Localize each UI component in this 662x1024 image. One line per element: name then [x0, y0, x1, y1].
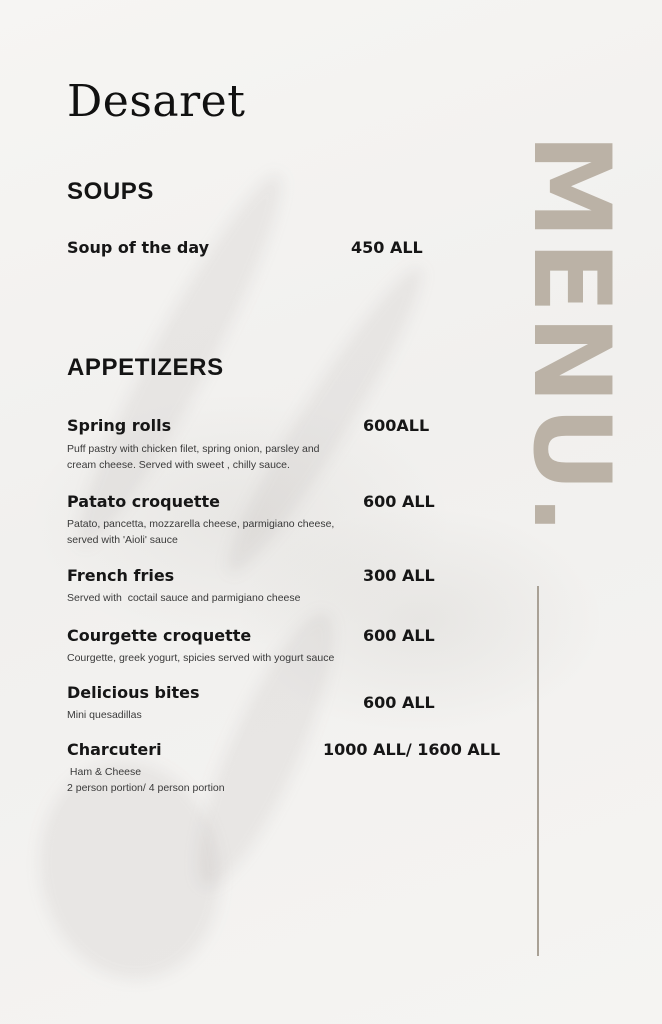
menu-item-price: 450 ALL [351, 238, 423, 257]
menu-item-price: 600 ALL [363, 693, 435, 712]
vertical-divider [537, 586, 539, 956]
menu-item-name: Delicious bites [67, 683, 200, 702]
section-title-appetizers: APPETIZERS [67, 354, 224, 381]
menu-item-description: Puff pastry with chicken filet, spring onion, parsley and cream cheese. Served with sweet , chilly sauce. [67, 443, 320, 471]
menu-item-price: 1000 ALL/ 1600 ALL [323, 740, 501, 759]
menu-item-name: Spring rolls [67, 416, 172, 435]
menu-item-description: Mini quesadillas [67, 709, 142, 721]
brand-title: Desaret [67, 76, 246, 127]
menu-item-name: Soup of the day [67, 238, 210, 257]
menu-item-name: Courgette croquette [67, 626, 252, 645]
section-title-soups: SOUPS [67, 178, 155, 205]
menu-item-price: 600 ALL [363, 626, 435, 645]
menu-item-description: Courgette, greek yogurt, spicies served with yogurt sauce [67, 652, 335, 664]
menu-item-description: Patato, pancetta, mozzarella cheese, parmigiano cheese, served with 'Aioli' sauce [67, 518, 335, 546]
menu-item-name: Charcuteri [67, 740, 162, 759]
menu-item-description: Served with coctail sauce and parmigiano cheese [67, 592, 301, 604]
menu-item-description: Ham & Cheese 2 person portion/ 4 person portion [67, 766, 225, 794]
menu-item-name: Patato croquette [67, 492, 220, 511]
menu-item-price: 600 ALL [363, 492, 435, 511]
menu-item-price: 600ALL [363, 416, 430, 435]
menu-item-name: French fries [67, 566, 175, 585]
menu-vertical-title: MENU. [510, 133, 633, 537]
menu-item-price: 300 ALL [363, 566, 435, 585]
